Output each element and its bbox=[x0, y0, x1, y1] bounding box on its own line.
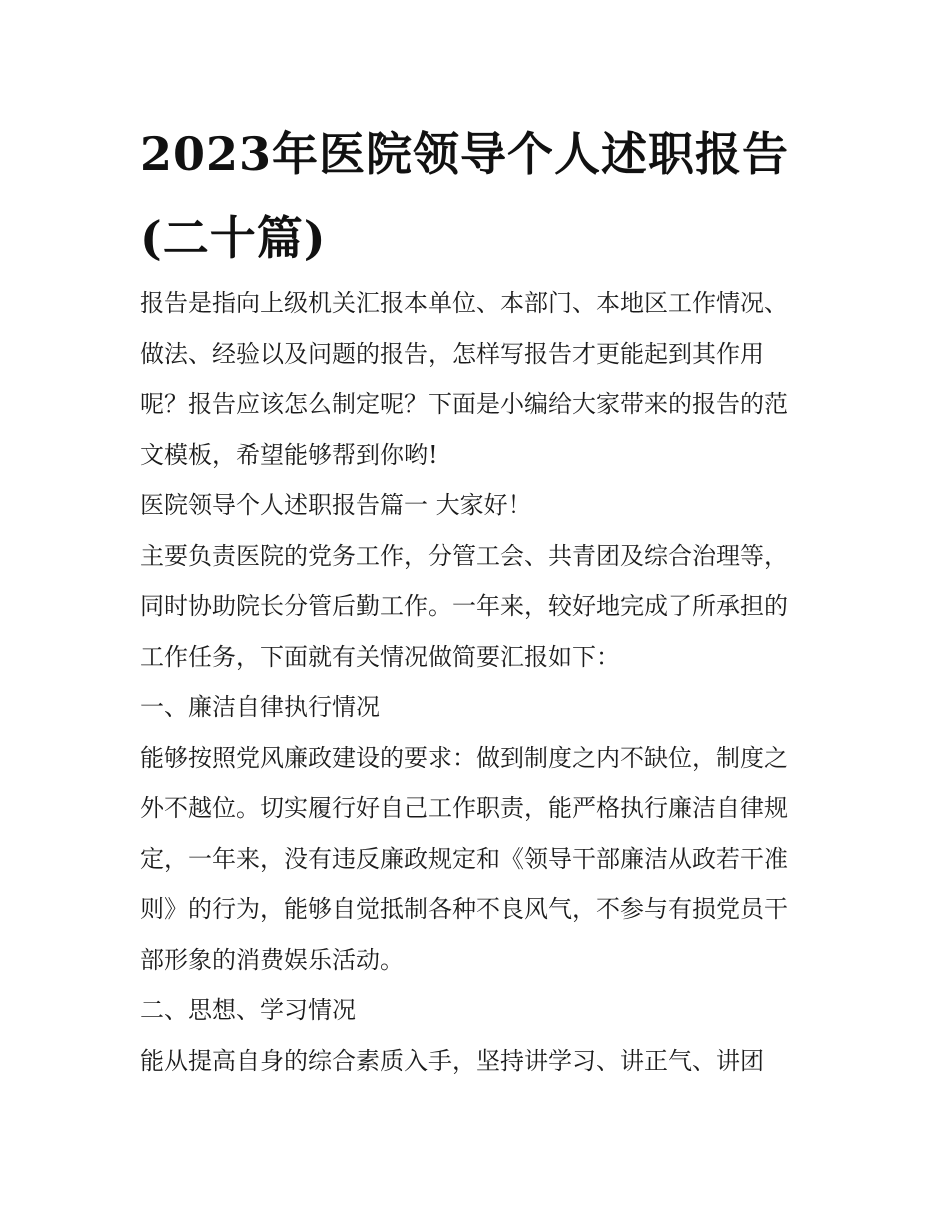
body-line: 呢？报告应该怎么制定呢？下面是小编给大家带来的报告的范 bbox=[140, 390, 788, 418]
body-line: 则》的行为，能够自觉抵制各种不良风气，不参与有损党员干 bbox=[140, 895, 788, 923]
body-line: 部形象的消费娱乐活动。 bbox=[140, 945, 404, 974]
body-line: 文模板，希望能够帮到你哟! bbox=[140, 440, 438, 469]
body-line: 报告是指向上级机关汇报本单位、本部门、本地区工作情况、 bbox=[140, 289, 788, 317]
document-body bbox=[140, 278, 820, 1086]
document-title bbox=[140, 112, 830, 280]
body-line: 主要负责医院的党务工作，分管工会、共青团及综合治理等， bbox=[140, 541, 788, 570]
title-line: (二十篇) bbox=[140, 211, 327, 265]
body-line: 能从提高自身的综合素质入手，坚持讲学习、讲正气、讲团 bbox=[140, 1046, 764, 1075]
body-line: 工作任务，下面就有关情况做简要汇报如下： bbox=[140, 642, 620, 671]
section-heading-line: 医院领导个人述职报告篇一 大家好！ bbox=[140, 491, 532, 519]
body-line: 能够按照党风廉政建设的要求：做到制度之内不缺位，制度之 bbox=[140, 743, 788, 772]
body-line: 做法、经验以及问题的报告，怎样写报告才更能起到其作用 bbox=[140, 339, 764, 368]
section-heading-line: 一、廉洁自律执行情况 bbox=[140, 693, 380, 721]
title-line: 2023年医院领导个人述职报告 bbox=[140, 127, 790, 181]
body-line: 同时协助院长分管后勤工作。一年来，较好地完成了所承担的 bbox=[140, 592, 788, 620]
section-heading-line: 二、思想、学习情况 bbox=[140, 996, 356, 1024]
body-line: 定，一年来，没有违反廉政规定和《领导干部廉洁从政若干准 bbox=[140, 844, 788, 873]
body-line: 外不越位。切实履行好自己工作职责，能严格执行廉洁自律规 bbox=[140, 794, 788, 822]
